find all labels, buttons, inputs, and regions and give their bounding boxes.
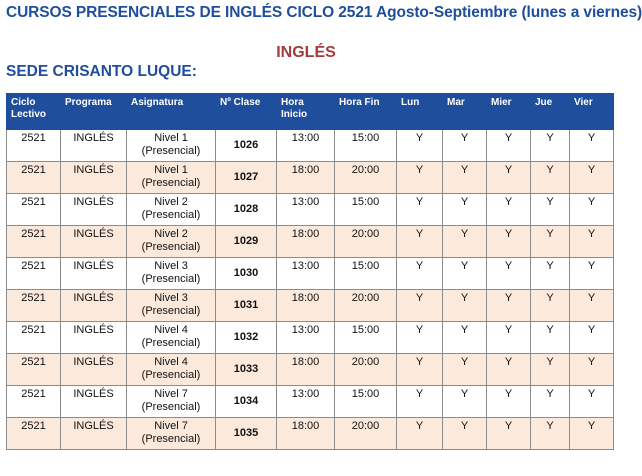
wednesday-cell: Y — [487, 354, 531, 386]
start-time-cell: 18:00 — [277, 418, 335, 450]
cycle-cell: 2521 — [7, 290, 61, 322]
start-time-cell: 18:00 — [277, 354, 335, 386]
monday-cell: Y — [397, 258, 443, 290]
class-number-cell: 1034 — [216, 386, 277, 418]
program-cell: INGLÉS — [61, 162, 127, 194]
subject-cell — [127, 290, 216, 322]
cycle-cell: 2521 — [7, 130, 61, 162]
monday-cell: Y — [397, 418, 443, 450]
program-cell: INGLÉS — [61, 386, 127, 418]
tuesday-cell: Y — [443, 386, 487, 418]
subject-cell — [127, 258, 216, 290]
friday-cell: Y — [570, 130, 614, 162]
program-cell: INGLÉS — [61, 226, 127, 258]
monday-cell: Y — [397, 386, 443, 418]
class-number-cell: 1028 — [216, 194, 277, 226]
end-time-cell: 15:00 — [335, 194, 397, 226]
wednesday-cell: Y — [487, 322, 531, 354]
subject-cell — [127, 386, 216, 418]
column-header: Nº Clase — [216, 94, 277, 130]
wednesday-cell: Y — [487, 258, 531, 290]
cycle-cell: 2521 — [7, 354, 61, 386]
table-row — [7, 226, 614, 258]
start-time-cell: 13:00 — [277, 130, 335, 162]
cycle-cell: 2521 — [7, 386, 61, 418]
subject-cell — [127, 162, 216, 194]
schedule-table — [6, 93, 614, 450]
tuesday-cell: Y — [443, 258, 487, 290]
monday-cell: Y — [397, 226, 443, 258]
subject-mode: (Presencial) — [141, 401, 201, 413]
subject-level: Nivel 2 — [154, 196, 188, 208]
program-cell: INGLÉS — [61, 322, 127, 354]
thursday-cell: Y — [531, 130, 570, 162]
subject-cell — [127, 226, 216, 258]
subject-level: Nivel 1 — [154, 164, 188, 176]
class-number-cell: 1027 — [216, 162, 277, 194]
start-time-cell: 13:00 — [277, 258, 335, 290]
subject-mode: (Presencial) — [141, 273, 201, 285]
subject-level: Nivel 3 — [154, 260, 188, 272]
subject-cell — [127, 130, 216, 162]
table-body — [7, 130, 614, 450]
class-number-cell: 1032 — [216, 322, 277, 354]
class-number-cell: 1026 — [216, 130, 277, 162]
tuesday-cell: Y — [443, 322, 487, 354]
monday-cell: Y — [397, 162, 443, 194]
tuesday-cell: Y — [443, 194, 487, 226]
thursday-cell: Y — [531, 258, 570, 290]
monday-cell: Y — [397, 322, 443, 354]
tuesday-cell: Y — [443, 290, 487, 322]
start-time-cell: 18:00 — [277, 290, 335, 322]
cycle-cell: 2521 — [7, 258, 61, 290]
column-header: Programa — [61, 94, 127, 130]
cycle-cell: 2521 — [7, 322, 61, 354]
cycle-cell: 2521 — [7, 418, 61, 450]
friday-cell: Y — [570, 226, 614, 258]
tuesday-cell: Y — [443, 162, 487, 194]
friday-cell: Y — [570, 386, 614, 418]
thursday-cell: Y — [531, 290, 570, 322]
program-cell: INGLÉS — [61, 130, 127, 162]
program-cell: INGLÉS — [61, 354, 127, 386]
wednesday-cell: Y — [487, 162, 531, 194]
table-row — [7, 194, 614, 226]
program-cell: INGLÉS — [61, 290, 127, 322]
class-number-cell: 1030 — [216, 258, 277, 290]
cycle-cell: 2521 — [7, 162, 61, 194]
monday-cell: Y — [397, 354, 443, 386]
table-row — [7, 162, 614, 194]
subject-level: Nivel 3 — [154, 292, 188, 304]
cycle-cell: 2521 — [7, 194, 61, 226]
thursday-cell: Y — [531, 354, 570, 386]
subject-level: Nivel 1 — [154, 132, 188, 144]
tuesday-cell: Y — [443, 130, 487, 162]
friday-cell: Y — [570, 322, 614, 354]
wednesday-cell: Y — [487, 130, 531, 162]
cycle-cell: 2521 — [7, 226, 61, 258]
tuesday-cell: Y — [443, 418, 487, 450]
subject-mode: (Presencial) — [141, 369, 201, 381]
thursday-cell: Y — [531, 322, 570, 354]
subject-level: Nivel 7 — [154, 388, 188, 400]
subject-mode: (Presencial) — [141, 209, 201, 221]
tuesday-cell: Y — [443, 226, 487, 258]
friday-cell: Y — [570, 162, 614, 194]
subject-mode: (Presencial) — [141, 241, 201, 253]
page-title: CURSOS PRESENCIALES DE INGLÉS CICLO 2521 Agosto-Septiembre (lunes a viernes) — [6, 4, 642, 21]
campus-title: SEDE CRISANTO LUQUE: — [6, 63, 197, 80]
wednesday-cell: Y — [487, 226, 531, 258]
subject-cell — [127, 354, 216, 386]
column-header: Mier — [487, 94, 531, 130]
table-row — [7, 290, 614, 322]
friday-cell: Y — [570, 290, 614, 322]
subject-cell — [127, 418, 216, 450]
table-row — [7, 322, 614, 354]
subject-level: Nivel 4 — [154, 356, 188, 368]
start-time-cell: 18:00 — [277, 162, 335, 194]
thursday-cell: Y — [531, 226, 570, 258]
column-header: Hora Fin — [335, 94, 397, 130]
subject-level: Nivel 7 — [154, 420, 188, 432]
monday-cell: Y — [397, 194, 443, 226]
end-time-cell: 15:00 — [335, 130, 397, 162]
monday-cell: Y — [397, 290, 443, 322]
class-number-cell: 1031 — [216, 290, 277, 322]
program-cell: INGLÉS — [61, 258, 127, 290]
friday-cell: Y — [570, 418, 614, 450]
end-time-cell: 20:00 — [335, 354, 397, 386]
end-time-cell: 20:00 — [335, 290, 397, 322]
thursday-cell: Y — [531, 386, 570, 418]
program-cell: INGLÉS — [61, 418, 127, 450]
subject-title: INGLÉS — [276, 44, 336, 61]
end-time-cell: 15:00 — [335, 386, 397, 418]
table-row — [7, 258, 614, 290]
table-row — [7, 386, 614, 418]
end-time-cell: 20:00 — [335, 418, 397, 450]
subject-cell — [127, 194, 216, 226]
start-time-cell: 13:00 — [277, 322, 335, 354]
subject-mode: (Presencial) — [141, 337, 201, 349]
subject-level: Nivel 2 — [154, 228, 188, 240]
tuesday-cell: Y — [443, 354, 487, 386]
column-header: Asignatura — [127, 94, 216, 130]
subject-mode: (Presencial) — [141, 433, 201, 445]
friday-cell: Y — [570, 194, 614, 226]
end-time-cell: 15:00 — [335, 258, 397, 290]
end-time-cell: 20:00 — [335, 226, 397, 258]
wednesday-cell: Y — [487, 386, 531, 418]
end-time-cell: 15:00 — [335, 322, 397, 354]
start-time-cell: 18:00 — [277, 226, 335, 258]
wednesday-cell: Y — [487, 418, 531, 450]
start-time-cell: 13:00 — [277, 386, 335, 418]
subject-cell — [127, 322, 216, 354]
end-time-cell: 20:00 — [335, 162, 397, 194]
table-header-row — [7, 94, 614, 130]
class-number-cell: 1035 — [216, 418, 277, 450]
wednesday-cell: Y — [487, 194, 531, 226]
table-row — [7, 130, 614, 162]
column-header: Vier — [570, 94, 614, 130]
column-header: Mar — [443, 94, 487, 130]
column-header: Jue — [531, 94, 570, 130]
column-header: Lun — [397, 94, 443, 130]
subject-mode: (Presencial) — [141, 145, 201, 157]
subject-mode: (Presencial) — [141, 177, 201, 189]
class-number-cell: 1033 — [216, 354, 277, 386]
wednesday-cell: Y — [487, 290, 531, 322]
monday-cell: Y — [397, 130, 443, 162]
friday-cell: Y — [570, 354, 614, 386]
column-header: Ciclo Lectivo — [7, 94, 61, 130]
subject-level: Nivel 4 — [154, 324, 188, 336]
class-number-cell: 1029 — [216, 226, 277, 258]
friday-cell: Y — [570, 258, 614, 290]
thursday-cell: Y — [531, 162, 570, 194]
thursday-cell: Y — [531, 194, 570, 226]
table-row — [7, 354, 614, 386]
start-time-cell: 13:00 — [277, 194, 335, 226]
column-header: Hora Inicio — [277, 94, 335, 130]
subject-mode: (Presencial) — [141, 305, 201, 317]
program-cell: INGLÉS — [61, 194, 127, 226]
thursday-cell: Y — [531, 418, 570, 450]
table-row — [7, 418, 614, 450]
